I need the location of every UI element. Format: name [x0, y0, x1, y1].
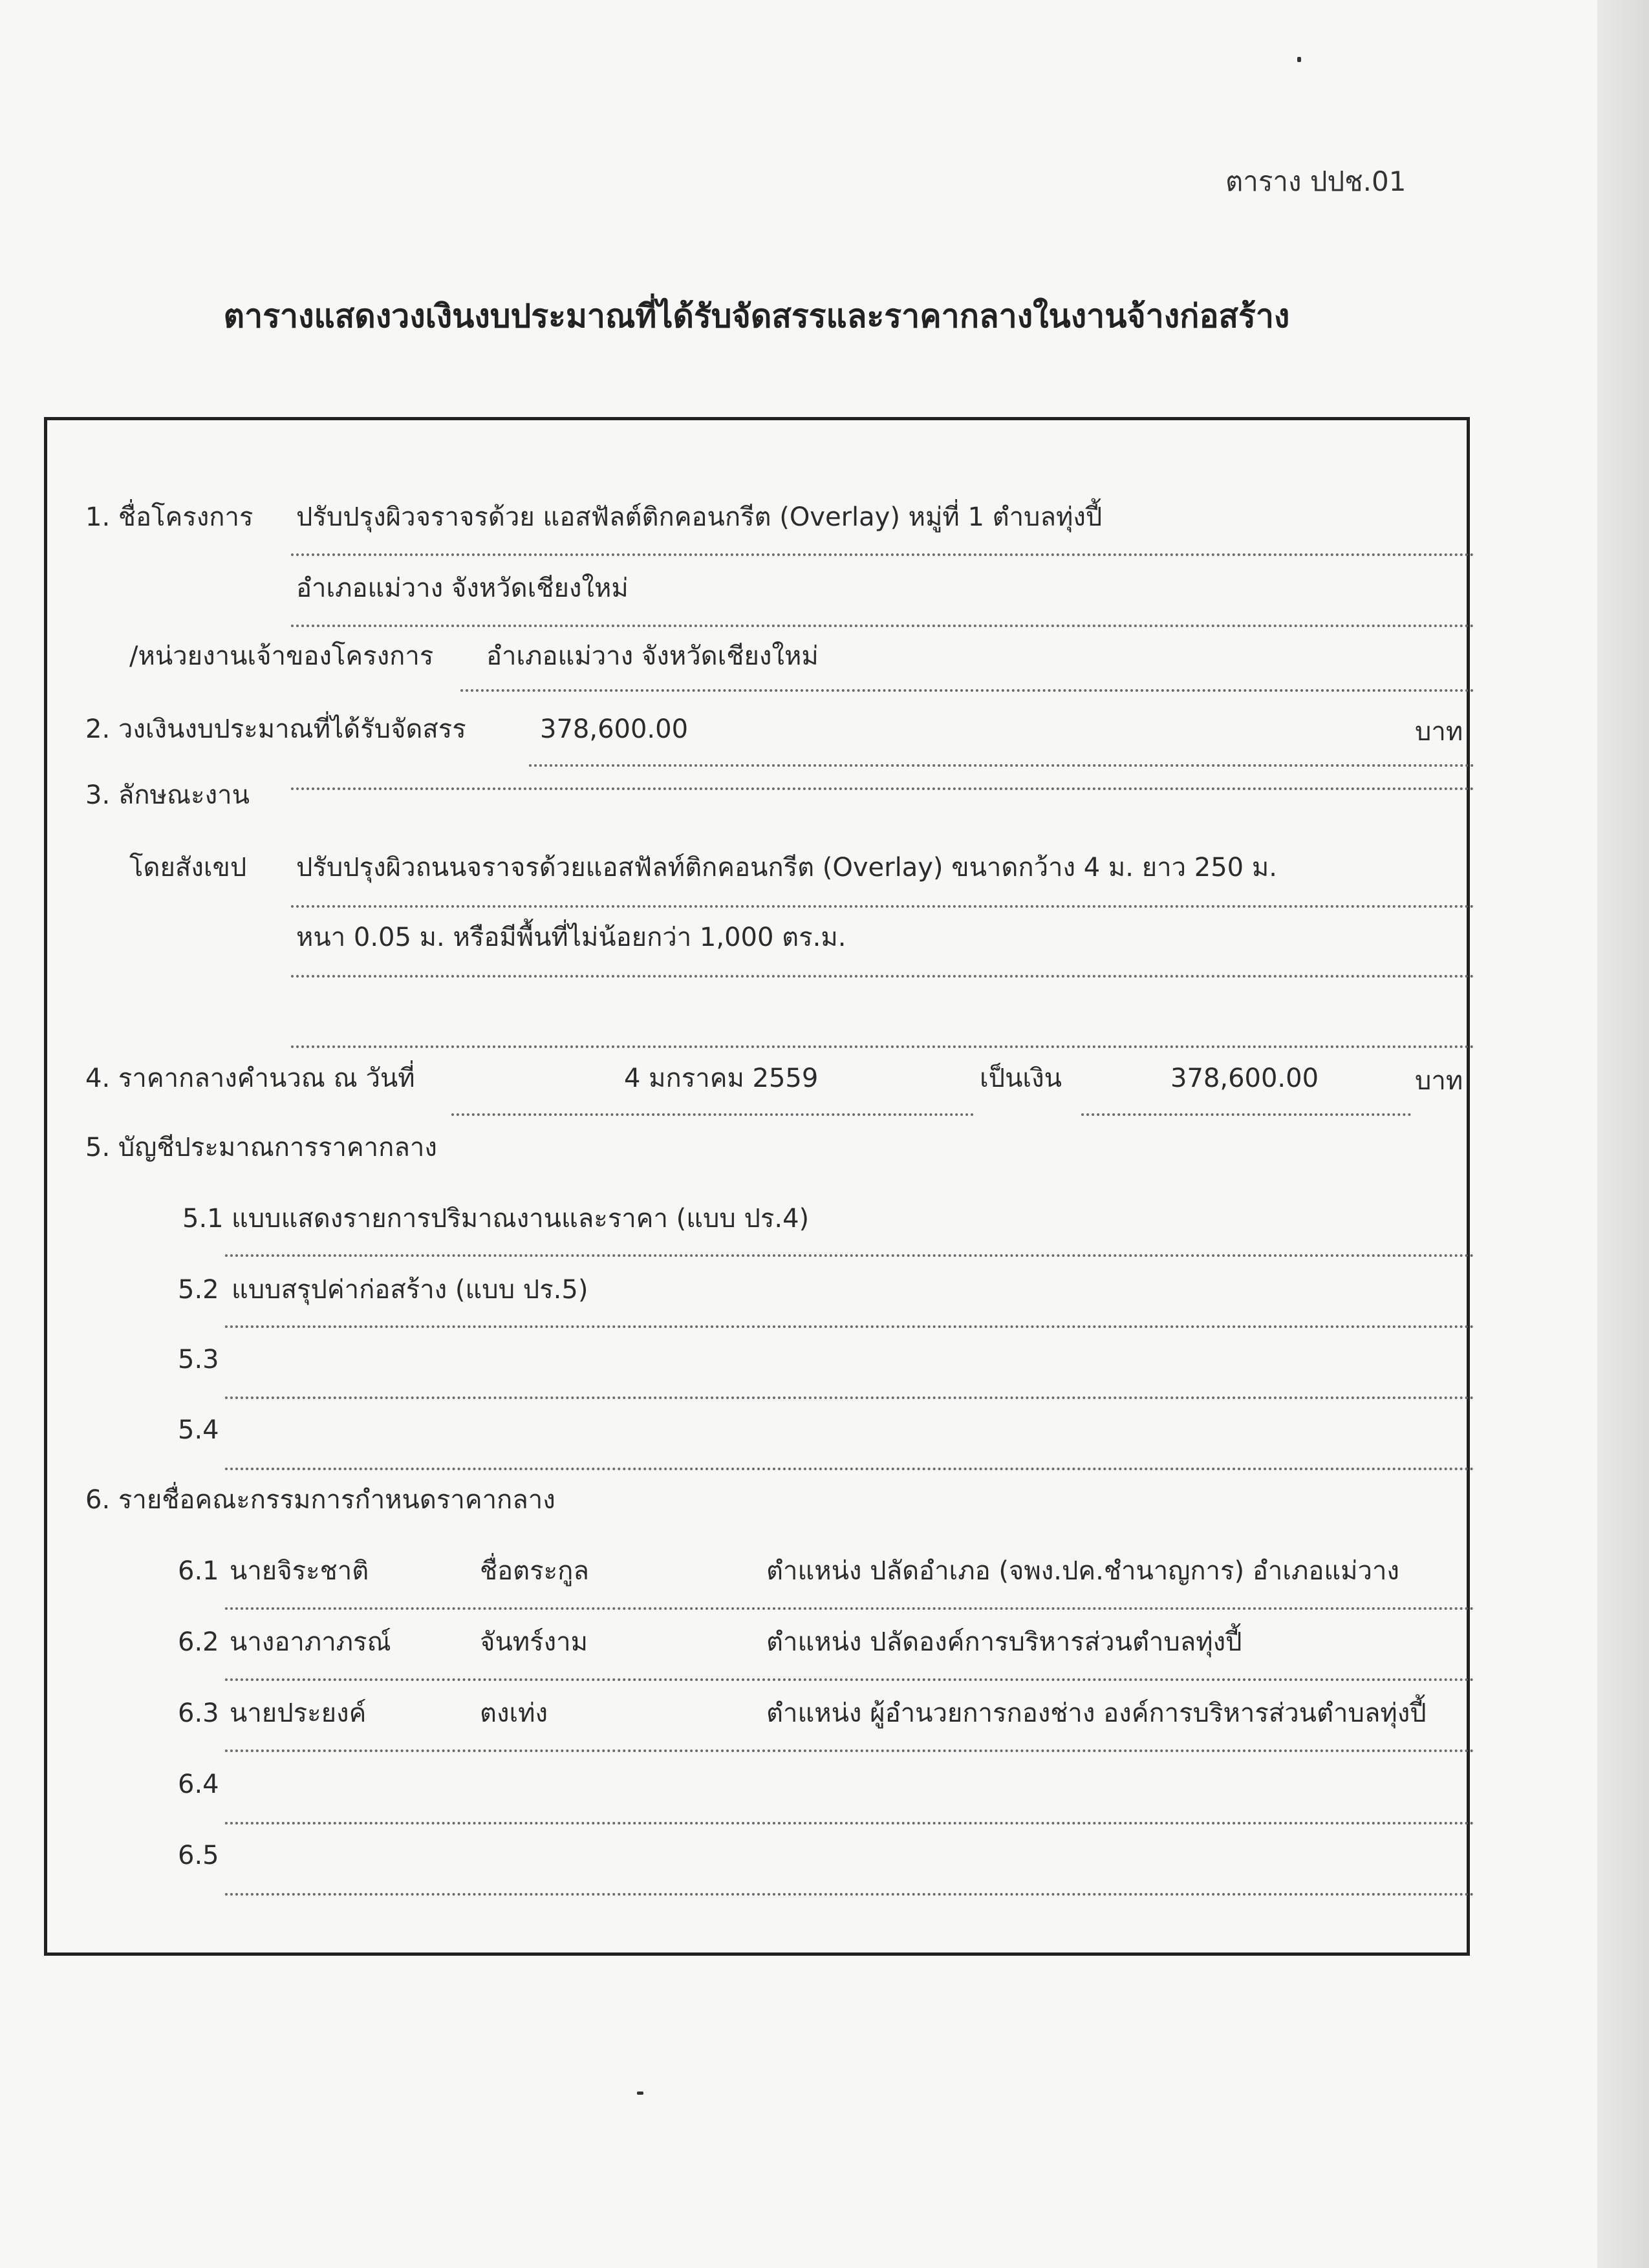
speck-mark — [637, 2091, 643, 2095]
committee-surname: ตงเท่ง — [480, 1698, 548, 1728]
committee-number: 6.5 — [178, 1841, 219, 1870]
price-account-number: 5.1 — [182, 1204, 224, 1234]
dotted-line — [225, 1254, 1474, 1257]
dotted-line — [225, 1607, 1474, 1610]
committee-label: 6. รายชื่อคณะกรรมการกำหนดราคากลาง — [85, 1485, 555, 1515]
committee-name: นางอาภาภรณ์ — [230, 1627, 391, 1657]
work-description-line2: หนา 0.05 ม. หรือมีพื้นที่ไม่น้อยกว่า 1,000 ตร.ม. — [296, 923, 846, 952]
project-name-line2: อำเภอแม่วาง จังหวัดเชียงใหม่ — [296, 573, 629, 603]
work-label: 3. ลักษณะงาน — [85, 780, 250, 810]
dotted-line — [291, 905, 1474, 908]
dotted-line — [291, 787, 1474, 790]
median-price-date: 4 มกราคม 2559 — [624, 1064, 819, 1093]
budget-unit: บาท — [1415, 717, 1463, 747]
dotted-line — [291, 553, 1474, 556]
document-title: ตารางแสดงวงเงินงบประมาณที่ได้รับจัดสรรและราคากลางในงานจ้างก่อสร้าง — [223, 297, 1290, 335]
dotted-line — [460, 689, 1474, 692]
dotted-line — [225, 1822, 1474, 1824]
budget-label: 2. วงเงินงบประมาณที่ได้รับจัดสรร — [85, 714, 466, 744]
median-price-amount: 378,600.00 — [1170, 1064, 1319, 1093]
dotted-line — [1081, 1113, 1411, 1116]
form-code: ตาราง ปปช.01 — [1225, 166, 1406, 197]
dotted-line — [225, 1749, 1474, 1752]
budget-amount: 378,600.00 — [540, 714, 689, 744]
dotted-line — [225, 1396, 1474, 1399]
work-sublabel: โดยสังเขป — [129, 853, 247, 883]
committee-number: 6.1 — [178, 1556, 219, 1586]
project-label: 1. ชื่อโครงการ — [85, 502, 253, 532]
committee-name: นายจิระชาติ — [230, 1556, 369, 1586]
speck-mark — [1297, 57, 1301, 62]
dotted-line — [451, 1113, 974, 1116]
price-account-number: 5.2 — [178, 1275, 219, 1305]
dotted-line — [291, 625, 1474, 627]
page-edge-shadow — [1597, 0, 1649, 2268]
dotted-line — [291, 1045, 1474, 1048]
dotted-line — [529, 764, 1474, 767]
committee-surname: จันทร์งาม — [480, 1627, 588, 1657]
price-accounts-label: 5. บัญชีประมาณการราคากลาง — [85, 1133, 437, 1162]
owner-label: /หน่วยงานเจ้าของโครงการ — [129, 641, 434, 671]
project-name-line1: ปรับปรุงผิวจราจรด้วย แอสฟัลต์ติกคอนกรีต (Overlay) หมู่ที่ 1 ตำบลทุ่งปี้ — [296, 502, 1103, 532]
dotted-line — [291, 975, 1474, 978]
dotted-line — [225, 1678, 1474, 1681]
median-price-amount-label: เป็นเงิน — [980, 1064, 1062, 1093]
price-account-number: 5.4 — [178, 1415, 219, 1445]
work-description-line1: ปรับปรุงผิวถนนจราจรด้วยแอสฟัลท์ติกคอนกรีต (Overlay) ขนาดกว้าง 4 ม. ยาว 250 ม. — [296, 853, 1277, 883]
committee-name: นายประยงค์ — [230, 1698, 367, 1728]
price-account-text: แบบสรุปค่าก่อสร้าง (แบบ ปร.5) — [232, 1275, 588, 1305]
median-price-label: 4. ราคากลางคำนวณ ณ วันที่ — [85, 1064, 415, 1093]
committee-number: 6.2 — [178, 1627, 219, 1657]
dotted-line — [225, 1893, 1474, 1896]
committee-number: 6.4 — [178, 1770, 219, 1799]
committee-position: ตำแหน่ง ปลัดองค์การบริหารส่วนตำบลทุ่งปี้ — [766, 1627, 1242, 1657]
dotted-line — [225, 1325, 1474, 1328]
committee-position: ตำแหน่ง ปลัดอำเภอ (จพง.ปค.ชำนาญการ) อำเภอแม่วาง — [766, 1556, 1399, 1586]
price-account-number: 5.3 — [178, 1345, 219, 1375]
committee-position: ตำแหน่ง ผู้อำนวยการกองช่าง องค์การบริหารส่วนตำบลทุ่งปี้ — [766, 1698, 1427, 1728]
dotted-line — [225, 1468, 1474, 1470]
median-price-unit: บาท — [1415, 1066, 1463, 1096]
committee-surname: ชื่อตระกูล — [480, 1556, 589, 1586]
committee-number: 6.3 — [178, 1698, 219, 1728]
owner-value: อำเภอแม่วาง จังหวัดเชียงใหม่ — [486, 641, 819, 671]
price-account-text: แบบแสดงรายการปริมาณงานและราคา (แบบ ปร.4) — [232, 1204, 810, 1234]
